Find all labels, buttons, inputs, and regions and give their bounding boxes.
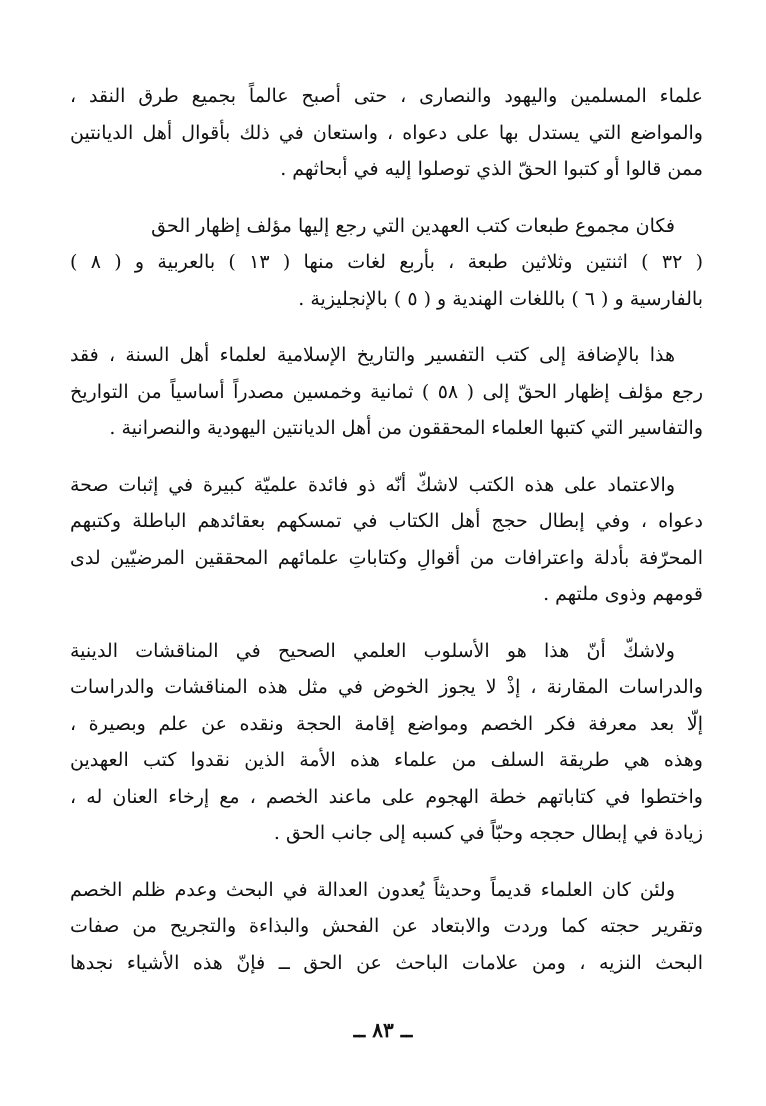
text-line: قومهم وذوى ملتهم . bbox=[543, 583, 703, 605]
text-line: ولئن كان العلماء قديماً وحديثاً يُعدون العدالة في البحث وعدم ظلم الخصم bbox=[70, 878, 675, 901]
text-line: وهذه هي طريقة السلف من علماء هذه الأمة الذين نقدوا كتب العهدين bbox=[70, 749, 703, 771]
text-line: علماء المسلمين واليهود والنصارى ، حتى أصبح عالماً بجميع طرق النقد ، bbox=[70, 85, 703, 107]
paragraph-4 bbox=[70, 467, 703, 613]
text-line: والاعتماد على هذه الكتب لاشكّ أنّه ذو فائدة علميّة كبيرة في إثبات صحة bbox=[70, 473, 675, 496]
text-line: والتفاسير التي كتبها العلماء المحققون من أهل الديانتين اليهودية والنصرانية . bbox=[109, 417, 703, 439]
paragraph-6 bbox=[70, 872, 703, 982]
text-line: زيادة في إبطال حججه وحبّاً في كسبه إلى جانب الحق . bbox=[273, 822, 703, 844]
page-body bbox=[70, 78, 703, 1001]
text-line: والمواضع التي يستدل بها على دعواه ، واستعان في ذلك بأقوال أهل الديانتين bbox=[70, 121, 703, 144]
text-line: هذا بالإضافة إلى كتب التفسير والتاريخ الإسلامية لعلماء أهل السنة ، فقد bbox=[70, 344, 675, 366]
paragraph-5 bbox=[70, 633, 703, 852]
text-line: وتقرير حجته كما وردت والابتعاد عن الفحش والبذاءة والتجريح من صفات bbox=[70, 915, 703, 937]
text-line: ( ٣٢ ) اثنتين وثلاثين طبعة ، بأربع لغات منها ( ١٣ ) بالعربية و ( ٨ ) bbox=[70, 251, 704, 273]
page-number: ــ ٨٣ ــ bbox=[353, 1018, 413, 1042]
paragraph-2 bbox=[70, 208, 703, 318]
paragraph-3 bbox=[70, 337, 703, 447]
text-line: والدراسات المقارنة ، إذْ لا يجوز الخوض في مثل هذه المناقشات والدراسات bbox=[70, 676, 703, 698]
paragraph-1 bbox=[70, 78, 703, 188]
text-line: المحرّفة بأدلة واعترافات من أقوالِ وكتاباتِ علمائهم المحققين المرضيّين لدى bbox=[70, 546, 703, 569]
text-line: دعواه ، وفي إبطال حجج أهل الكتاب في تمسكهم بعقائدهم الباطلة وكتبهم bbox=[70, 510, 703, 532]
text-line: ممن قالوا أو كتبوا الحقّ الذي توصلوا إليه في أبحاثهم . bbox=[280, 158, 703, 180]
text-line: رجع مؤلف إظهار الحقّ إلى ( ٥٨ ) ثمانية وخمسين مصدراً أساسياً من التواريخ bbox=[70, 380, 703, 403]
text-line: ولاشكّ أنّ هذا هو الأسلوب العلمي الصحيح في المناقشات الدينية bbox=[70, 639, 675, 662]
text-line: إلّا بعد معرفة فكر الخصم ومواضع إقامة الحجة ونقده عن علم وبصيرة ، bbox=[70, 712, 703, 735]
text-line: بالفارسية و ( ٦ ) باللغات الهندية و ( ٥ ) بالإنجليزية . bbox=[298, 287, 703, 310]
text-line: واختطوا في كتاباتهم خطة الهجوم على ماعند الخصم ، مع إرخاء العنان له ، bbox=[70, 785, 703, 808]
text-line: فكان مجموع طبعات كتب العهدين التي رجع إليها مؤلف إظهار الحق bbox=[151, 214, 675, 237]
text-line: البحث النزيه ، ومن علامات الباحث عن الحق ــ فإنّ هذه الأشياء نجدها bbox=[70, 951, 703, 974]
